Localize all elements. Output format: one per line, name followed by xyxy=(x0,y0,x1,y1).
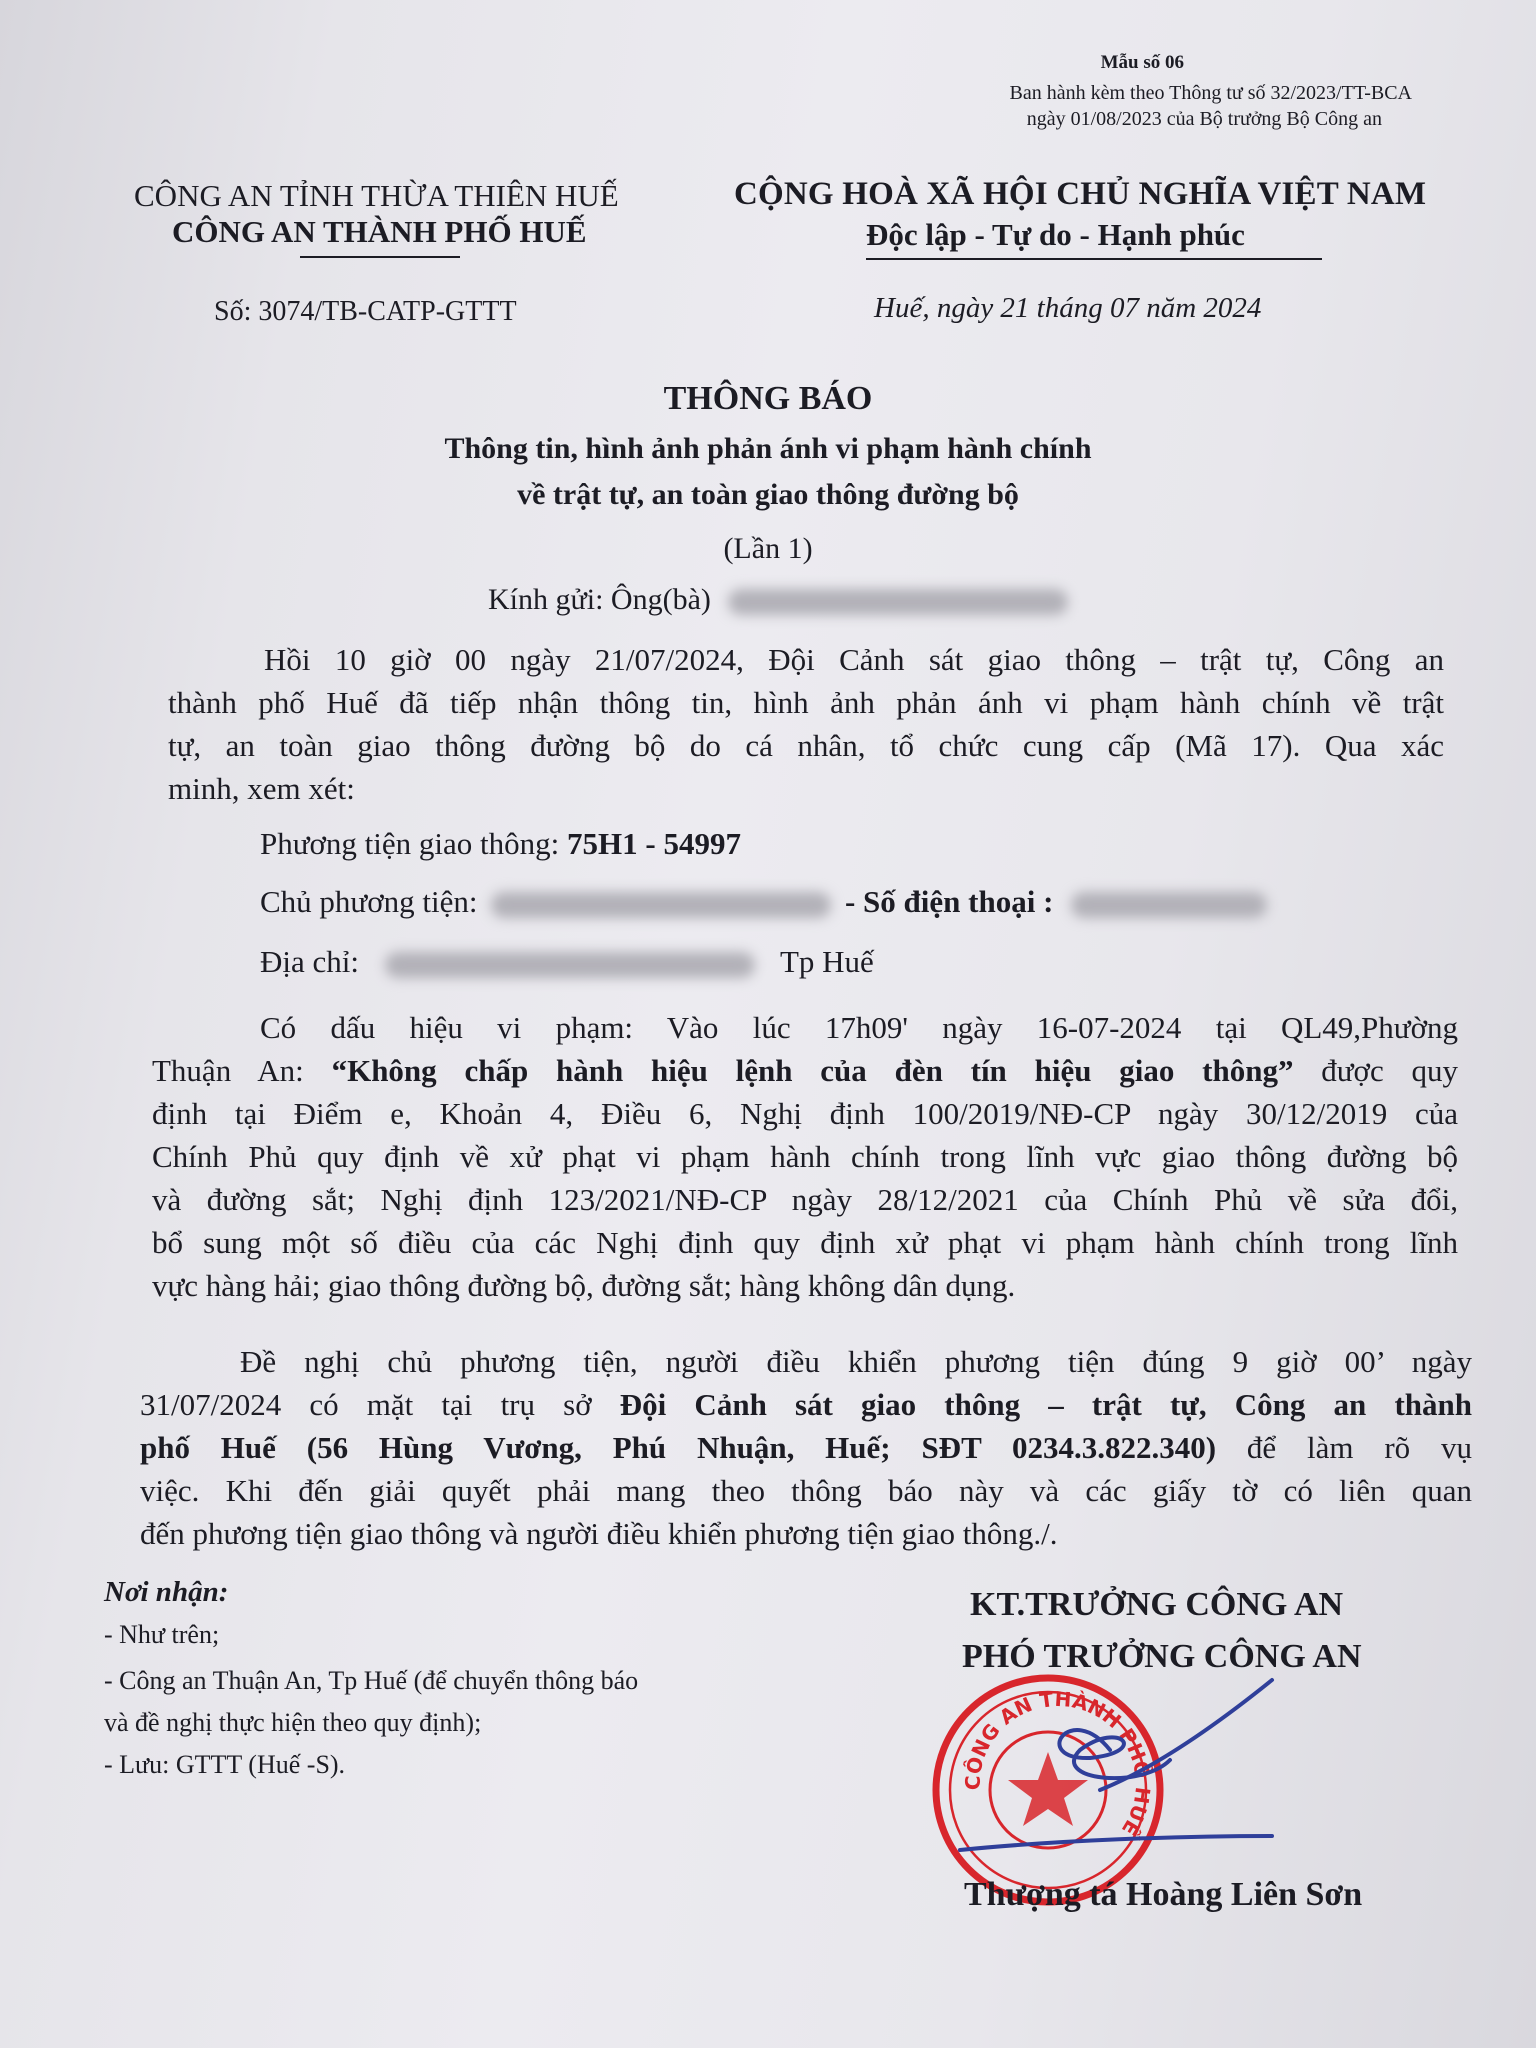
redacted-phone xyxy=(1071,892,1267,918)
seal-text: CÔNG AN THÀNH PHỐ HUẾ xyxy=(960,1686,1156,1840)
violation-description: “Không chấp hành hiệu lệnh của đèn tín hiệu giao thông” xyxy=(331,1053,1294,1088)
agency-name: CÔNG AN THÀNH PHỐ HUẾ xyxy=(172,214,587,249)
form-number: Mẫu số 06 xyxy=(1100,52,1184,73)
paragraph-violation xyxy=(152,1006,1458,1307)
address-city: Tp Huế xyxy=(779,944,874,979)
recipients-title: Nơi nhận: xyxy=(104,1576,229,1608)
recipient-item: - Lưu: GTTT (Huế -S). xyxy=(104,1750,346,1779)
paragraph-line: 31/07/2024 có mặt tại trụ sở Đội Cảnh sát giao thông – trật tự, Công an thành xyxy=(140,1387,1472,1422)
paragraph-line: đến phương tiện giao thông và người điều khiển phương tiện giao thông./. xyxy=(140,1516,1058,1551)
paragraph-line: thành phố Huế đã tiếp nhận thông tin, hình ảnh phản ánh vi phạm hành chính về trật xyxy=(168,685,1444,720)
paragraph-line: bổ sung một số điều của các Nghị định quy định xử phạt vi phạm hành chính trong lĩnh xyxy=(152,1225,1458,1260)
salutation-label: Kính gửi: Ông(bà) xyxy=(488,583,711,616)
office-address: phố Huế (56 Hùng Vương, Phú Nhuận, Huế; SĐT 0234.3.822.340) xyxy=(140,1430,1217,1465)
paragraph-line: minh, xem xét: xyxy=(168,771,355,806)
agency-underline xyxy=(300,256,460,258)
address-field xyxy=(260,944,874,980)
agency-parent: CÔNG AN TỈNH THỪA THIÊN HUẾ xyxy=(134,178,619,213)
place-date: Huế, ngày 21 tháng 07 năm 2024 xyxy=(874,292,1262,324)
owner-label: Chủ phương tiện: xyxy=(260,884,478,919)
motto-underline xyxy=(866,258,1322,260)
office-name: Đội Cảnh sát giao thông – trật tự, Công an thành xyxy=(619,1387,1472,1422)
paragraph-line: việc. Khi đến giải quyết phải mang theo thông báo này và các giấy tờ có liên quan xyxy=(140,1473,1472,1508)
paragraph-line: Hồi 10 giờ 00 ngày 21/07/2024, Đội Cảnh sát giao thông – trật tự, Công an xyxy=(264,642,1444,677)
redacted-name xyxy=(728,589,1068,615)
address-label: Địa chỉ: xyxy=(260,944,359,979)
signature-title-1: KT.TRƯỞNG CÔNG AN xyxy=(970,1586,1344,1623)
paragraph-line: tự, an toàn giao thông đường bộ do cá nhân, tổ chức cung cấp (Mã 17). Qua xác xyxy=(168,728,1444,763)
document-subtitle-2: về trật tự, an toàn giao thông đường bộ xyxy=(517,478,1019,511)
paragraph-receipt xyxy=(168,638,1444,810)
redacted-address xyxy=(385,952,755,978)
signature-title-2: PHÓ TRƯỞNG CÔNG AN xyxy=(962,1638,1362,1675)
vehicle-label: Phương tiện giao thông: xyxy=(260,826,568,861)
vehicle-field xyxy=(260,826,741,862)
document-subtitle-1: Thông tin, hình ảnh phản ánh vi phạm hành chính xyxy=(444,432,1092,465)
recipient-item: và đề nghị thực hiện theo quy định); xyxy=(104,1708,482,1737)
paragraph-line: Chính Phủ quy định về xử phạt vi phạm hành chính trong lĩnh vực giao thông đường bộ xyxy=(152,1139,1458,1174)
paragraph-line: Có dấu hiệu vi phạm: Vào lúc 17h09' ngày 16-07-2024 tại QL49,Phường xyxy=(260,1010,1458,1045)
redacted-owner xyxy=(491,892,831,918)
paragraph-line: Thuận An: “Không chấp hành hiệu lệnh của đèn tín hiệu giao thông” được quy xyxy=(152,1053,1458,1088)
motto: Độc lập - Tự do - Hạnh phúc xyxy=(866,217,1245,252)
salutation xyxy=(488,583,1068,617)
vehicle-plate: 75H1 - 54997 xyxy=(567,826,741,861)
nation-title: CỘNG HOÀ XÃ HỘI CHỦ NGHĨA VIỆT NAM xyxy=(734,176,1427,212)
recipient-item: - Công an Thuận An, Tp Huế (để chuyển thông báo xyxy=(104,1666,639,1695)
recipient-item: - Như trên; xyxy=(104,1620,220,1649)
form-issued-line-1: Ban hành kèm theo Thông tư số 32/2023/TT-BCA xyxy=(1009,82,1412,104)
document-title: THÔNG BÁO xyxy=(663,380,873,417)
owner-field xyxy=(260,884,1267,920)
notice-times: (Lần 1) xyxy=(723,532,813,565)
paragraph-line: phố Huế (56 Hùng Vương, Phú Nhuận, Huế; SĐT 0234.3.822.340) để làm rõ vụ xyxy=(140,1430,1472,1465)
paragraph-line: định tại Điểm e, Khoản 4, Điều 6, Nghị định 100/2019/NĐ-CP ngày 30/12/2019 của xyxy=(152,1096,1458,1131)
phone-label: - Số điện thoại : xyxy=(844,884,1054,919)
document-number: Số: 3074/TB-CATP-GTTT xyxy=(214,296,517,327)
paragraph-line: Đề nghị chủ phương tiện, người điều khiển phương tiện đúng 9 giờ 00’ ngày xyxy=(240,1344,1472,1379)
paragraph-line: và đường sắt; Nghị định 123/2021/NĐ-CP ngày 28/12/2021 của Chính Phủ về sửa đổi, xyxy=(152,1182,1458,1217)
paragraph-line: vực hàng hải; giao thông đường bộ, đường sắt; hàng không dân dụng. xyxy=(152,1268,1016,1303)
signer-name: Thượng tá Hoàng Liên Sơn xyxy=(964,1876,1363,1913)
paragraph-request xyxy=(140,1340,1472,1555)
form-issued-line-2: ngày 01/08/2023 của Bộ trưởng Bộ Công an xyxy=(1026,108,1382,130)
